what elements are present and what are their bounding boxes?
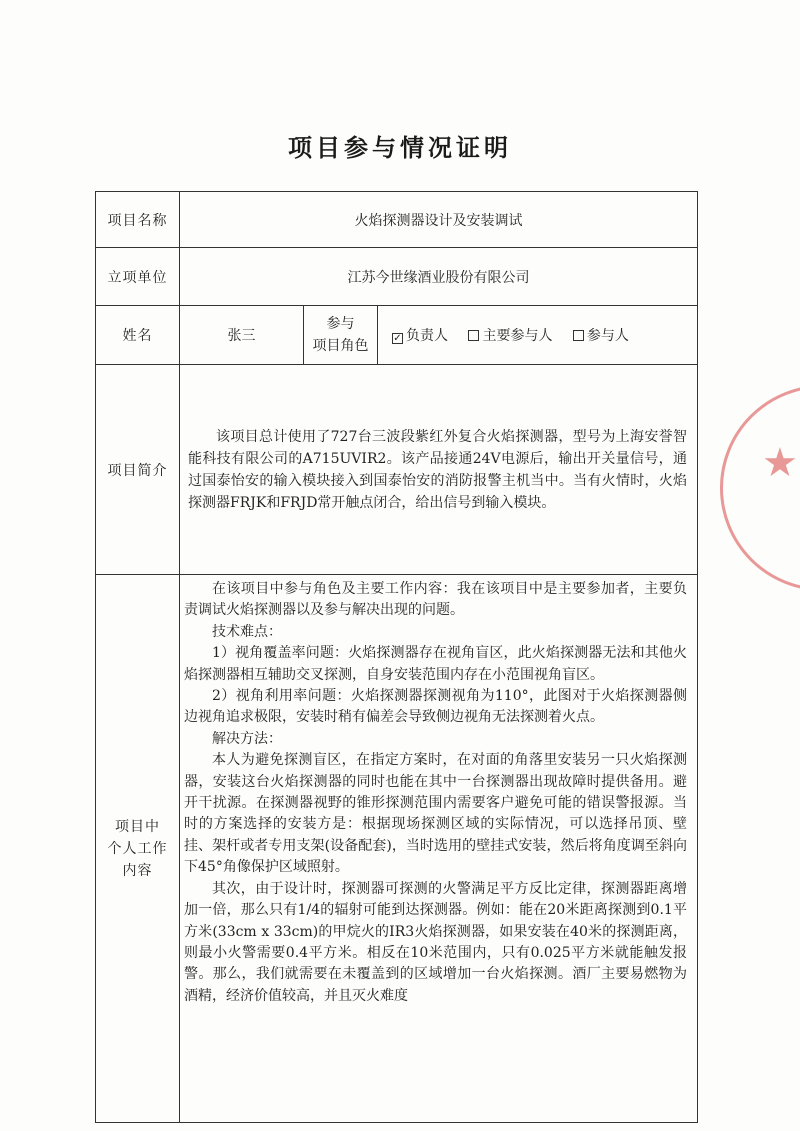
- role-option-participant[interactable]: 参与人: [573, 328, 629, 344]
- work-paragraph: 本人为避免探测盲区，在指定方案时，在对面的角落里安装另一只火焰探测器，安装这台火焰探测器的同时也能在其中一台探测器出现故障时提供备用。避开干扰源。在探测器视野的锥形探测范围内需要客户避免可能的错误警报源。当时的方案选择的安装方是：根据现场探测区域的实际情况，可以选择吊顶、壁挂、架杆或者专用支架(设备配套)，当时选用的壁挂式安装，然后将角度调至斜向下45°角像保护区域照射。: [184, 752, 687, 876]
- work-label-line-2: 个人工作: [107, 840, 168, 857]
- project-name-label: 项目名称: [96, 192, 180, 248]
- row-person: [96, 306, 698, 365]
- role-option-leader[interactable]: ✓ 负责人: [393, 328, 448, 344]
- work-paragraph: 解决方法：: [212, 730, 282, 747]
- work-paragraph: 其次，由于设计时，探测器可探测的火警满足平方反比定律，探测器距离增加一倍，那么只有1/4的辐射可能到达探测器。例如：能在20米距离探测到0.1平方米(33cm x 33cm)的甲烷火的IR3火焰探测器，如果安装在40米的探测距离，则最小火警需要0.4平方米。相反在10米范围内，只有0.025平方米就能触发报警。那么，我们就需要在未覆盖到的区域增加一台火焰探测。酒厂主要易燃物为酒精，经济价值较高，并且灭火难度: [184, 880, 687, 1004]
- unit-value: 江苏今世缘酒业股份有限公司: [180, 248, 698, 306]
- unit-label: 立项单位: [96, 248, 180, 306]
- role-option-main[interactable]: 主要参与人: [468, 328, 552, 344]
- checkbox-empty-icon[interactable]: [468, 330, 479, 341]
- row-unit: [96, 248, 698, 306]
- work-paragraph: 技术难点：: [212, 623, 282, 640]
- work-paragraph: 2）视角利用率问题：火焰探测器探测视角为110°，此图对于火焰探测器侧边视角追求极限，安装时稍有偏差会导致侧边视角无法探测着火点。: [184, 688, 687, 726]
- work-label-line-3: 内容: [122, 862, 153, 879]
- work-cell: [180, 575, 698, 1123]
- checkbox-empty-icon[interactable]: [573, 330, 584, 341]
- role-options: [378, 306, 698, 365]
- role-label: [304, 306, 378, 365]
- row-intro: [96, 365, 698, 575]
- project-name-value: 火焰探测器设计及安装调试: [180, 192, 698, 248]
- row-work: [96, 575, 698, 1123]
- work-label: [96, 575, 180, 1123]
- intro-label: 项目简介: [96, 365, 180, 575]
- work-label-line-1: 项目中: [115, 818, 160, 835]
- page-title: 项目参与情况证明: [288, 133, 512, 162]
- work-paragraph: 1）视角覆盖率问题：火焰探测器存在视角盲区，此火焰探测器无法和其他火焰探测器相互辅助交叉探测，自身安装范围内存在小范围视角盲区。: [184, 645, 687, 683]
- role-label-line-1: 参与: [326, 316, 355, 332]
- seal-star-icon: ★: [762, 440, 798, 486]
- checkbox-checked-icon[interactable]: ✓: [393, 333, 402, 344]
- work-paragraph: 在该项目中参与角色及主要工作内容：我在该项目中是主要参加者，主要负责调试火焰探测器以及参与解决出现的问题。: [184, 581, 687, 619]
- row-project-name: [96, 192, 698, 248]
- red-seal-stamp: [720, 385, 800, 591]
- name-value: 张三: [180, 306, 304, 365]
- name-label: 姓名: [96, 306, 180, 365]
- intro-text: 该项目总计使用了727台三波段紫红外复合火焰探测器，型号为上海安誉智能科技有限公司的A715UVIR2。该产品接通24V电源后，输出开关量信号，通过国泰怡安的输入模块接入到国泰怡安的消防报警主机当中。当有火情时，火焰探测器FRJK和FRJD常开触点闭合，给出信号到输入模块。: [188, 428, 687, 511]
- certificate-table: [95, 191, 698, 1123]
- role-label-line-2: 项目角色: [312, 338, 369, 354]
- intro-cell: [180, 365, 698, 575]
